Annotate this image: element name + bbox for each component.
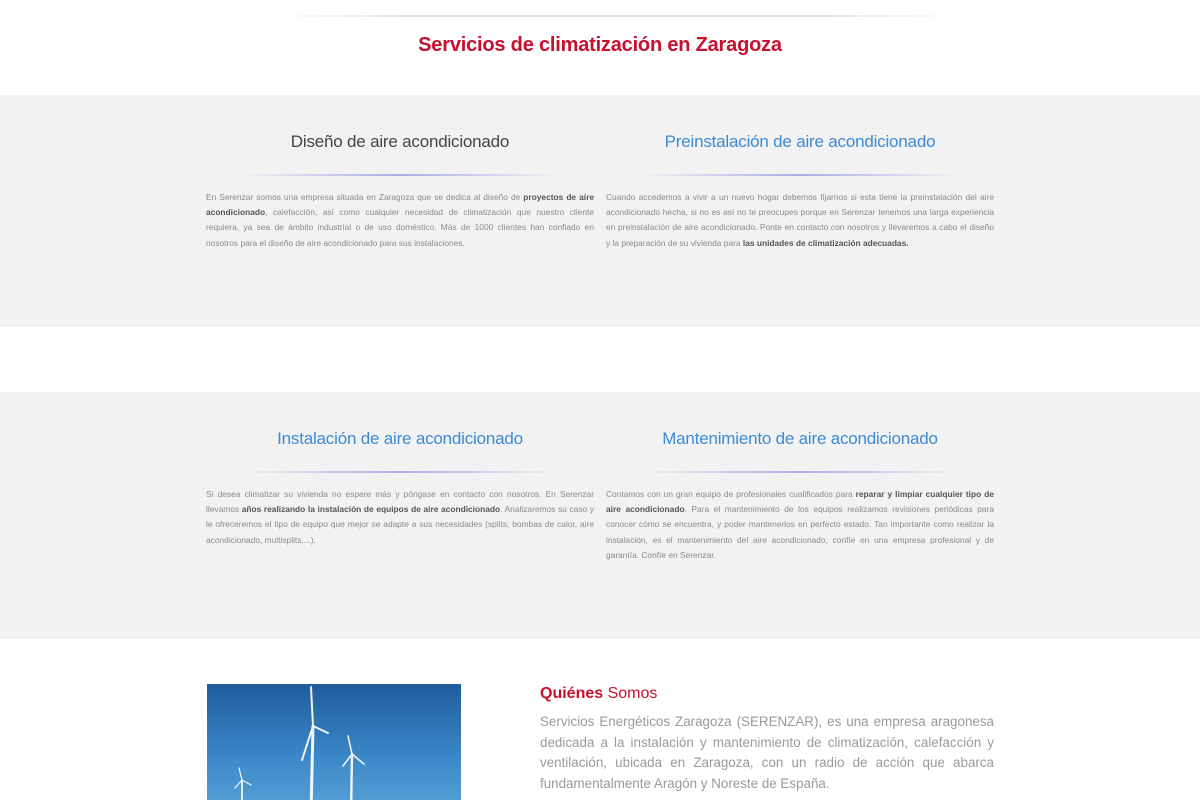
title-divider <box>240 174 560 176</box>
service-description: Si desea climatizar su vivienda no espere más y póngase en contacto con nosotros. En Serenzar llevamos años realizando la instalación de equipos de aire acondicionado. Analizaremos su caso y le ofreceremos el tipo de equipo que mejor se adapte a sus necesidades (splits, bombas de calor, aire acondicionado, multisplits,...). <box>206 489 594 545</box>
service-description: Contamos con un gran equipo de profesionales cualificados para reparar y limpiar cualquier tipo de aire acondicionado. Para el mantenimiento de los equipos realizamos revisiones periódicas para conocer cómo se encuentra, y poder mantenerlos en perfecto estado. Tan importante como realizar la instalación, es el mantenimiento del aire acondicionado, confíe en una empresa profesional y de garantía. Confíe en Serenzar. <box>606 489 994 560</box>
top-divider <box>270 15 960 17</box>
about-title-bold: Quiénes <box>540 685 604 702</box>
services-band-1 <box>0 95 1200 327</box>
wind-turbines-photo <box>207 684 461 800</box>
service-mantenimiento <box>606 429 994 563</box>
about-description: Servicios Energéticos Zaragoza (SERENZAR), es una empresa aragonesa dedicada a la instalación y mantenimiento de climatización, calefacción y ventilación, ubicada en Zaragoza, con un radio de acción que abarca fundamentalmente Aragón y Noreste de España. <box>540 714 994 791</box>
service-preinstalacion <box>606 132 994 251</box>
service-highlight: proyectos de aire acondicionado <box>206 192 594 218</box>
service-highlight: las unidades de climatización adecuadas. <box>742 237 909 248</box>
about-title-light: Somos <box>607 685 658 702</box>
service-title[interactable]: Instalación de aire acondicionado <box>277 429 523 448</box>
services-band-2 <box>0 392 1200 639</box>
service-description: Cuando accedemos a vivir a un nuevo hogar debemos fijarnos si esta tiene la preinstalación del aire acondicionado hecha, si no es así no te preocupes porque en Serenzar tenemos una larga experiencia en preinstalación de aire acondicionado. Ponte en contacto con nosotros y llevaremos a cabo el diseño y la preparación de su vivienda para las unidades de climatización adecuadas. <box>606 192 994 248</box>
service-highlight: reparar y limpiar cualquier tipo de aire acondicionado <box>606 489 994 515</box>
service-title[interactable]: Preinstalación de aire acondicionado <box>664 132 936 151</box>
service-instalacion <box>206 429 594 548</box>
service-highlight: años realizando la instalación de equipos de aire acondicionado <box>241 504 501 515</box>
wind-turbines-icon <box>207 684 461 800</box>
service-title[interactable]: Mantenimiento de aire acondicionado <box>662 429 938 448</box>
title-divider <box>640 174 960 176</box>
service-description: En Serenzar somos una empresa situada en Zaragoza que se dedica al diseño de proyectos de aire acondicionado, calefacción, así como cualquier necesidad de climatización que nuestro cliente requiera, ya sea de ámbito industrial o de uso doméstico. Más de 1000 clientes han confiado en nosotros para el diseño de aire acondicionado para sus instalaciones. <box>206 192 594 248</box>
service-diseno <box>206 132 594 251</box>
title-divider <box>240 471 560 473</box>
title-divider <box>640 471 960 473</box>
page-title: Servicios de climatización en Zaragoza <box>418 34 782 56</box>
about-title <box>540 685 657 703</box>
service-title: Diseño de aire acondicionado <box>290 132 510 151</box>
